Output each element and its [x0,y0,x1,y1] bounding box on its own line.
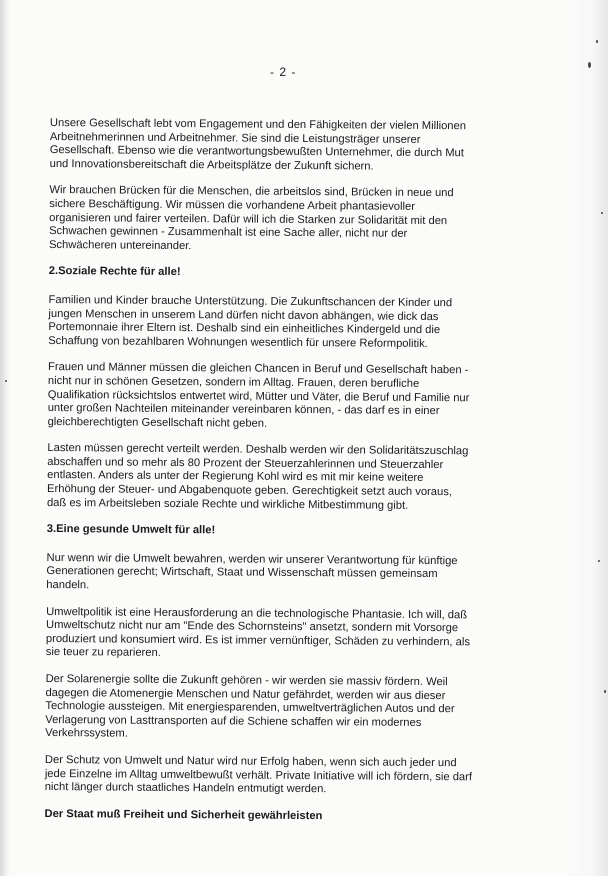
paragraph [48,294,526,352]
text-line: nicht nur in schönen Gesetzen, sondern im Alltag. Frauen, deren berufliche [47,374,420,390]
scan-speck [588,62,591,68]
paragraph [45,673,524,745]
text-line: Technologie aussteigen. Mit energiesparenden, umweltverträglichen Autos und der [45,700,455,716]
text-line: produziert und konsumiert wird. Es ist immer vernünftiger, Schäden zu verhindern, als [45,632,471,649]
text-line: unter großen Nachteilen miteinander vereinbaren können, - das darf es in einer [47,402,440,418]
text-line: Portemonnaie ihrer Eltern ist. Deshalb sind ein einheitliches Kindergeld und die [48,321,441,337]
text-line: jungen Menschen in unserem Land dürfen nicht davon abhängen, wie dick das [48,307,439,323]
scan-speck [596,40,598,43]
text-line: Unsere Gesellschaft lebt vom Engagement und den Fähigkeiten der vielen Millionen [49,117,467,133]
page-number: - 2 - [270,65,297,79]
text-line: gleichberechtigten Gesellschaft nicht geben. [47,415,268,430]
scan-edge-right [566,0,608,876]
text-line: Der Schutz von Umwelt und Natur wird nur Erfolg haben, wenn sich auch jeder und [44,753,457,770]
text-line: jede Einzelne im Alltag umweltbewußt verhält. Private Initiative will ich fördern, sie darf [44,767,473,783]
text-line: Umweltschutz nicht nur am "Ende des Schornsteins" ansetzt, sondern mit Vorsorge [45,619,459,635]
paragraph [48,361,527,433]
text-line: daß es im Arbeitsleben soziale Rechte und wirkliche Mitbestimmung gibt. [46,496,409,512]
paragraph [50,117,528,175]
text-line: organisieren und fairer verteilen. Dafür will ich die Starken zur Solidarität mit den [49,211,448,227]
paragraph [49,184,528,256]
text-line: und Innovationsbereitschaft die Arbeitsplätze der Zukunft sichern. [49,157,374,173]
text-line: Arbeitnehmerinnen und Arbeitnehmer. Sie sind die Leistungsträger unserer [49,130,421,146]
paragraph [45,754,523,799]
text-line: Verkehrssystem. [45,727,128,741]
text-line: Lasten müssen gerecht verteilt werden. Deshalb werden wir den Solidaritätszuschlag [47,442,469,458]
scan-speck [598,560,600,562]
text-line: Der Solarenergie sollte die Zukunft gehören - wir werden sie massiv fördern. Weil [45,672,448,689]
text-line: Familien und Kinder brauche Unterstützung. Die Zukunftschancen der Kinder und [48,293,453,310]
text-line: abschaffen und so mehr als 80 Prozent der Steuerzahlerinnen und Steuerzahler [47,455,444,471]
text-line: Schwächeren untereinander. [48,238,192,252]
paragraph [46,552,524,597]
document-body [44,117,528,840]
scan-edge-left [0,0,10,876]
section-heading: 3.Eine gesunde Umwelt für alle! [46,523,216,537]
section-heading: 2.Soziale Rechte für alle! [48,265,181,279]
text-line: Frauen und Männer müssen die gleichen Chancen in Beruf und Gesellschaft haben - [47,361,469,377]
scan-speck [601,212,603,214]
paragraph [47,442,526,514]
text-line: Qualifikation rücksichtslos entwertet wird, Mütter und Väter, die Beruf und Familie nur [47,388,470,404]
text-line: Schwachen gewinnen - Zusammenhalt ist eine Sache aller, nicht nur der [49,225,408,240]
text-line: Nur wenn wir die Umwelt bewahren, werden wir unserer Verantwortung für künftige [46,551,458,568]
text-line: Erhöhung der Steuer- und Abgabenquote geben. Gerechtigkeit setzt auch voraus, [47,483,453,499]
text-line: Wir brauchen Brücken für die Menschen, die arbeitslos sind, Brücken in neue und [49,184,454,200]
text-line: Generationen gerecht; Wirtschaft, Staat und Wissenschaft müssen gemeinsam [46,565,438,581]
paragraph [46,606,524,664]
text-line: nicht länger durch staatliches Handeln entmutigt werden. [44,781,327,796]
text-line: handeln. [46,579,90,592]
text-line: sichere Beschäftigung. Wir müssen die vorhandene Arbeit phantasievoller [49,197,416,213]
scan-speck [604,690,606,693]
text-line: sie teuer zu reparieren. [45,646,161,660]
section-heading: Der Staat muß Freiheit und Sicherheit gewährleisten [44,807,323,822]
text-line: entlasten. Anders als unter der Regierung Kohl wird es mit mir keine weitere [47,469,424,485]
text-line: Gesellschaft. Ebenso wie die verantwortungsbewußten Unternehmer, die durch Mut [49,144,464,160]
text-line: Schaffung von bezahlbaren Wohnungen wesentlich für unsere Reformpolitik. [48,334,428,350]
text-line: Verlagerung von Lasttransporten auf die Schiene schaffen wir ein modernes [45,713,422,729]
text-line: Umweltpolitik ist eine Herausforderung an die technologische Phantasie. Ich will, daß [46,605,468,621]
text-line: dagegen die Atomenergie Menschen und Natur gefährdet, werden wir aus dieser [45,686,446,702]
scan-speck [5,380,7,382]
